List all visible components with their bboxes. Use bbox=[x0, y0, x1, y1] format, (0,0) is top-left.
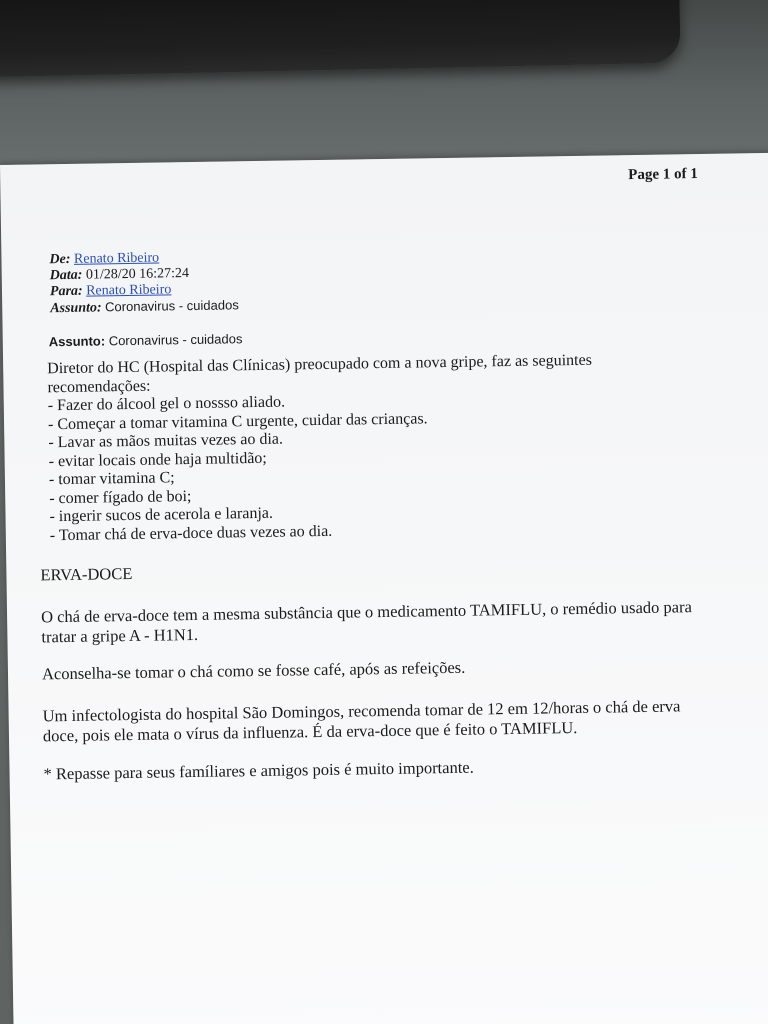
section-heading: ERVA-DOCE bbox=[40, 563, 133, 585]
list-item: - Tomar chá de erva-doce duas vezes ao dia. bbox=[49, 522, 333, 544]
paragraph-3-line-2: doce, pois ele mata o vírus da influenza. É da erva-doce que é feito o TAMIFLU. bbox=[42, 718, 578, 746]
list-item: - comer fígado de boi; bbox=[49, 487, 192, 507]
date-value: 01/28/20 16:27:24 bbox=[85, 266, 190, 283]
intro-line-1: Diretor do HC (Hospital das Clínicas) preocupado com a nova gripe, faz as seguintes bbox=[47, 351, 593, 378]
recommendations-block bbox=[47, 351, 650, 545]
paragraph-3-line-1: Um infectologista do hospital São Domingos, recomenda tomar de 12 em 12/horas o chá de erva bbox=[42, 696, 681, 726]
from-label: De: bbox=[49, 251, 71, 268]
footer-note: * Repasse para seus famíliares e amigos pois é muito importante. bbox=[43, 757, 474, 784]
from-link[interactable]: Renato Ribeiro bbox=[73, 250, 160, 267]
intro-line-2: recomendações: bbox=[47, 377, 151, 396]
list-item: - ingerir sucos de acerola e laranja. bbox=[49, 504, 274, 526]
to-label: Para: bbox=[49, 283, 83, 300]
printed-email-page bbox=[0, 152, 768, 1024]
paragraph-2: Aconselha-se tomar o chá como se fosse café, após as refeições. bbox=[41, 657, 466, 684]
list-item: - Fazer do álcool gel o nossso aliado. bbox=[47, 393, 286, 415]
subject2-value: Coronavirus - cuidados bbox=[108, 331, 243, 349]
email-header bbox=[49, 249, 239, 317]
list-item: - Começar a tomar vitamina C urgente, cuidar das crianças. bbox=[47, 409, 428, 433]
list-item: - tomar vitamina C; bbox=[48, 469, 175, 489]
list-item: - Lavar as mãos muitas vezes ao dia. bbox=[48, 430, 284, 452]
to-link[interactable]: Renato Ribeiro bbox=[86, 282, 172, 299]
subject-value: Coronavirus - cuidados bbox=[104, 297, 239, 315]
paragraph-1 bbox=[41, 597, 692, 647]
subject-label: Assunto: bbox=[50, 300, 102, 317]
paragraph-3 bbox=[43, 696, 681, 746]
subject2-label: Assunto: bbox=[48, 333, 106, 350]
paragraph-1-line-1: O chá de erva-doce tem a mesma substância que o medicamento TAMIFLU, o remédio usado para bbox=[40, 597, 693, 627]
paragraph-1-line-2: tratar a gripe A - H1N1. bbox=[41, 624, 199, 647]
page-number: Page 1 of 1 bbox=[628, 166, 698, 184]
list-item: - evitar locais onde haja multidão; bbox=[48, 449, 267, 470]
subject-line bbox=[49, 331, 243, 349]
subject-row bbox=[50, 297, 239, 317]
date-label: Data: bbox=[49, 267, 83, 284]
